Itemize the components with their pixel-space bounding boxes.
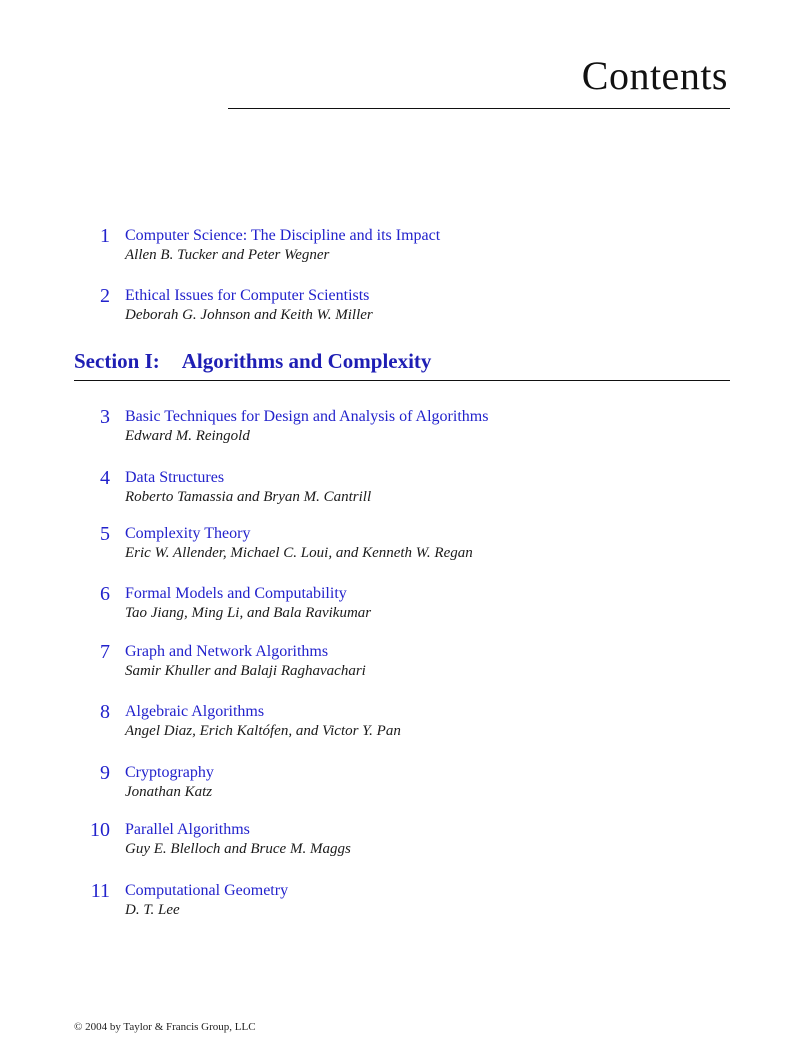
- chapter-title-link[interactable]: Algebraic Algorithms: [125, 703, 265, 720]
- chapter-authors: Deborah G. Johnson and Keith W. Miller: [125, 307, 373, 323]
- chapter-title-link[interactable]: Cryptography: [125, 764, 214, 781]
- chapter-number: 2: [100, 285, 110, 307]
- chapter-number: 5: [100, 523, 110, 545]
- chapter-number: 8: [100, 701, 110, 723]
- chapter-authors: Roberto Tamassia and Bryan M. Cantrill: [125, 489, 372, 505]
- toc-entry-8[interactable]: [0, 700, 794, 744]
- toc-entry-5[interactable]: [0, 522, 794, 566]
- chapter-authors: Edward M. Reingold: [125, 428, 250, 444]
- section-heading[interactable]: [74, 349, 431, 374]
- chapter-authors: Eric W. Allender, Michael C. Loui, and Kenneth W. Regan: [125, 545, 473, 561]
- chapter-number: 7: [100, 641, 110, 663]
- chapter-number: 11: [90, 880, 110, 902]
- toc-entry-11[interactable]: [0, 879, 794, 923]
- chapter-title-link[interactable]: Basic Techniques for Design and Analysis of Algorithms: [125, 408, 489, 425]
- toc-entry-6[interactable]: [0, 582, 794, 626]
- chapter-number: 6: [100, 583, 110, 605]
- chapter-title-link[interactable]: Data Structures: [125, 469, 225, 486]
- chapter-title-link[interactable]: Complexity Theory: [125, 525, 251, 542]
- toc-entry-3[interactable]: [0, 405, 794, 449]
- page-title: Contents: [581, 53, 728, 98]
- chapter-title-link[interactable]: Computational Geometry: [125, 882, 289, 899]
- toc-entry-9[interactable]: [0, 761, 794, 805]
- toc-entry-10[interactable]: [0, 818, 794, 862]
- chapter-authors: Jonathan Katz: [125, 784, 213, 800]
- chapter-number: 1: [100, 225, 110, 247]
- chapter-authors: Guy E. Blelloch and Bruce M. Maggs: [125, 841, 351, 857]
- section-divider: [74, 380, 730, 381]
- chapter-authors: Angel Diaz, Erich Kaltófen, and Victor Y. Pan: [125, 723, 401, 739]
- chapter-title-link[interactable]: Graph and Network Algorithms: [125, 643, 329, 660]
- toc-entry-2[interactable]: [0, 284, 794, 328]
- chapter-authors: Tao Jiang, Ming Li, and Bala Ravikumar: [125, 605, 372, 621]
- chapter-number: 3: [100, 406, 110, 428]
- chapter-title-link[interactable]: Formal Models and Computability: [125, 585, 347, 602]
- toc-entry-4[interactable]: [0, 466, 794, 510]
- chapter-authors: D. T. Lee: [125, 902, 180, 918]
- copyright-footer: © 2004 by Taylor & Francis Group, LLC: [74, 1021, 256, 1033]
- chapter-title-link[interactable]: Computer Science: The Discipline and its Impact: [125, 227, 441, 244]
- chapter-title-link[interactable]: Parallel Algorithms: [125, 821, 250, 838]
- toc-entry-1[interactable]: [0, 224, 794, 268]
- chapter-number: 9: [100, 762, 110, 784]
- chapter-title-link[interactable]: Ethical Issues for Computer Scientists: [125, 287, 370, 304]
- section-label: Section I:: [74, 349, 160, 373]
- toc-entry-7[interactable]: [0, 640, 794, 684]
- chapter-number: 10: [90, 819, 110, 841]
- section-title: Algorithms and Complexity: [181, 349, 432, 373]
- chapter-number: 4: [100, 467, 110, 489]
- chapter-authors: Allen B. Tucker and Peter Wegner: [125, 247, 330, 263]
- chapter-authors: Samir Khuller and Balaji Raghavachari: [125, 663, 366, 679]
- title-divider: [228, 108, 730, 109]
